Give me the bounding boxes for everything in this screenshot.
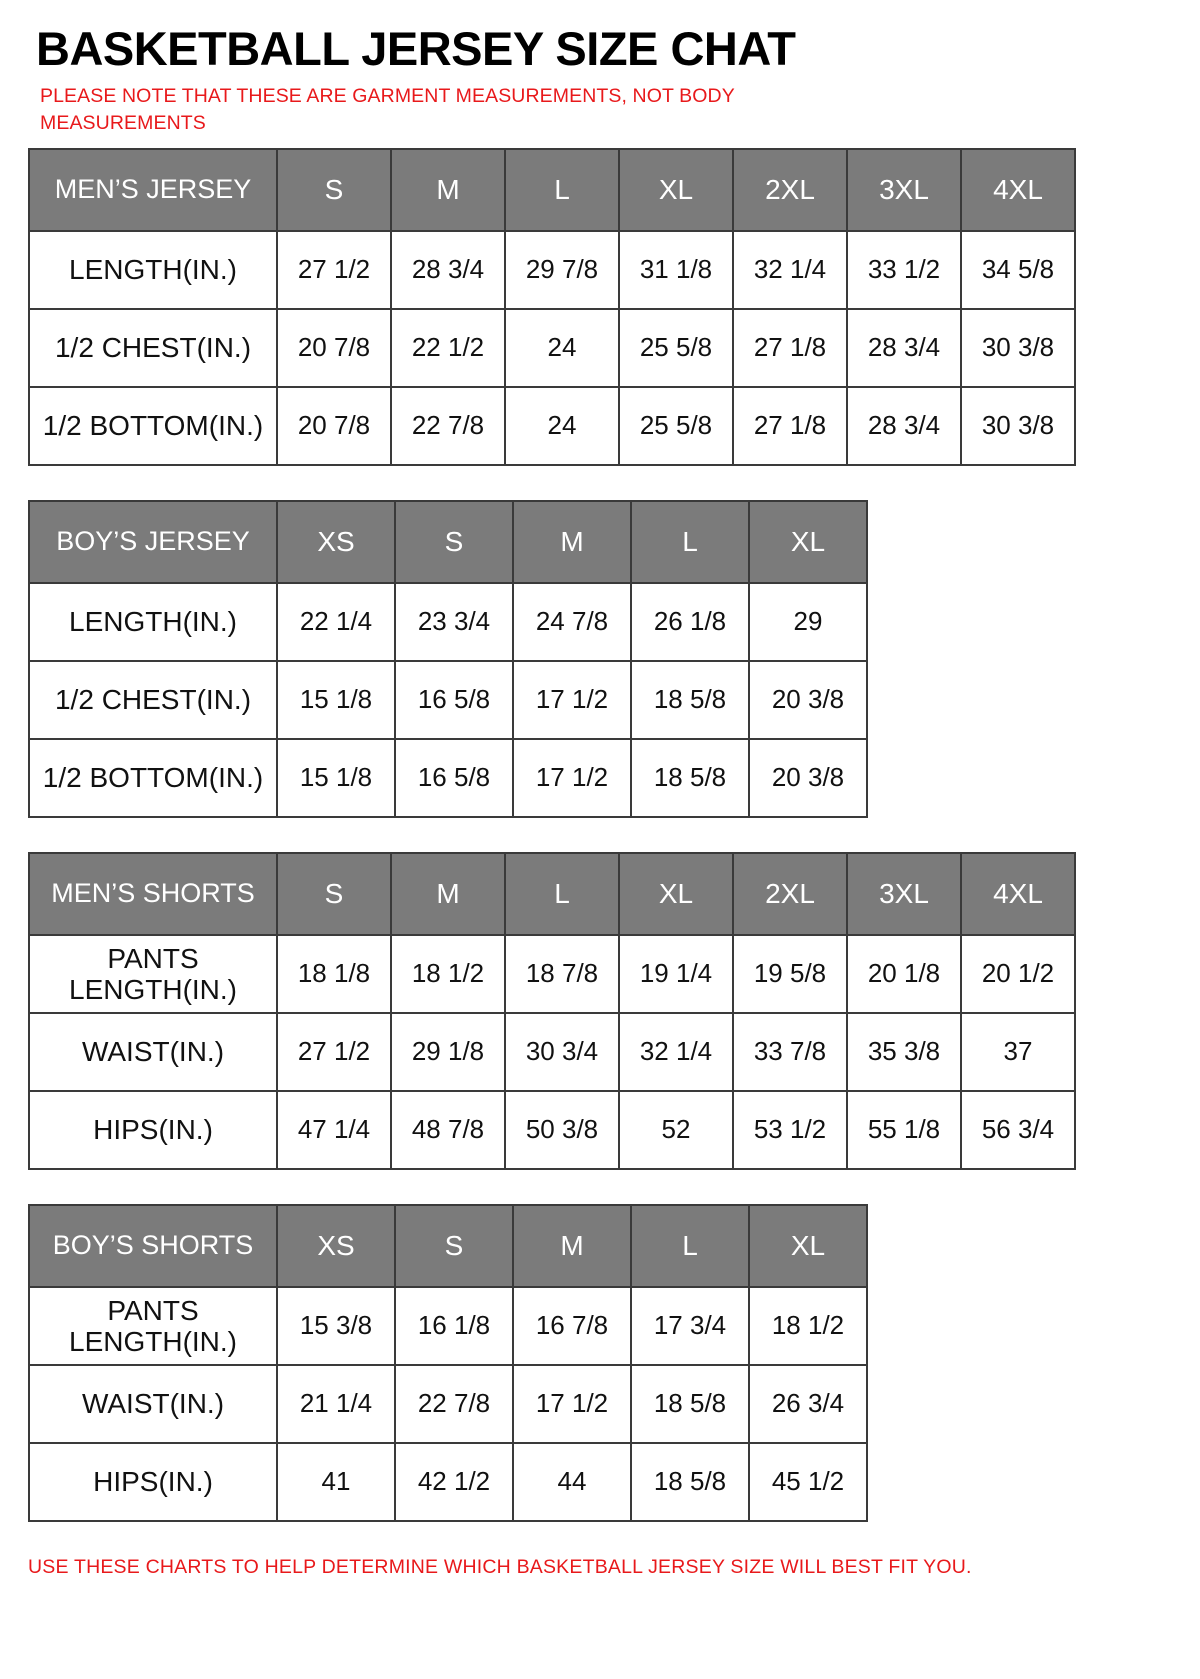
- table-cell: 41: [277, 1443, 395, 1521]
- table-row: [29, 935, 1075, 1013]
- table-row: [29, 309, 1075, 387]
- row-label: 1/2 BOTTOM(IN.): [29, 387, 277, 465]
- table-cell: 24: [505, 309, 619, 387]
- row-label: WAIST(IN.): [29, 1365, 277, 1443]
- column-header-size: XS: [277, 1205, 395, 1287]
- row-label: LENGTH(IN.): [29, 231, 277, 309]
- column-header-size: M: [391, 149, 505, 231]
- table-row: [29, 1287, 867, 1365]
- column-header-size: 2XL: [733, 149, 847, 231]
- table-boys-shorts: [28, 1204, 868, 1522]
- table-cell: 16 5/8: [395, 661, 513, 739]
- column-header-size: XL: [619, 149, 733, 231]
- table-cell: 45 1/2: [749, 1443, 867, 1521]
- column-header-size: XL: [749, 501, 867, 583]
- table-cell: 18 1/8: [277, 935, 391, 1013]
- table-cell: 28 3/4: [391, 231, 505, 309]
- table-cell: 25 5/8: [619, 309, 733, 387]
- table-mens-jersey: [28, 148, 1076, 466]
- table-cell: 27 1/8: [733, 387, 847, 465]
- table-cell: 16 5/8: [395, 739, 513, 817]
- table-corner-label: BOY’S JERSEY: [29, 501, 277, 583]
- column-header-size: 4XL: [961, 853, 1075, 935]
- column-header-size: 2XL: [733, 853, 847, 935]
- table-cell: 24 7/8: [513, 583, 631, 661]
- table-cell: 27 1/2: [277, 231, 391, 309]
- table-cell: 16 7/8: [513, 1287, 631, 1365]
- column-header-size: S: [395, 1205, 513, 1287]
- table-cell: 23 3/4: [395, 583, 513, 661]
- row-label-line2: LENGTH(IN.): [69, 1325, 237, 1357]
- table-cell: 20 7/8: [277, 309, 391, 387]
- table-cell: 20 3/8: [749, 661, 867, 739]
- table-cell: 20 1/8: [847, 935, 961, 1013]
- column-header-size: L: [505, 853, 619, 935]
- table-row: [29, 661, 867, 739]
- table-row: [29, 1013, 1075, 1091]
- table-cell: 18 5/8: [631, 1443, 749, 1521]
- table-cell: 29: [749, 583, 867, 661]
- table-cell: 15 1/8: [277, 661, 395, 739]
- row-label: LENGTH(IN.): [29, 583, 277, 661]
- table-cell: 30 3/8: [961, 387, 1075, 465]
- table-cell: 37: [961, 1013, 1075, 1091]
- row-label: 1/2 CHEST(IN.): [29, 661, 277, 739]
- table-cell: 21 1/4: [277, 1365, 395, 1443]
- table-cell: 22 1/2: [391, 309, 505, 387]
- table-boys-jersey: [28, 500, 868, 818]
- table-cell: 25 5/8: [619, 387, 733, 465]
- column-header-size: S: [277, 853, 391, 935]
- table-cell: 48 7/8: [391, 1091, 505, 1169]
- table-cell: 22 7/8: [395, 1365, 513, 1443]
- table-cell: 29 7/8: [505, 231, 619, 309]
- table-cell: 18 5/8: [631, 1365, 749, 1443]
- column-header-size: M: [513, 1205, 631, 1287]
- table-header-row: [29, 853, 1075, 935]
- table-cell: 20 7/8: [277, 387, 391, 465]
- table-cell: 53 1/2: [733, 1091, 847, 1169]
- table-cell: 22 1/4: [277, 583, 395, 661]
- column-header-size: L: [631, 501, 749, 583]
- table-cell: 47 1/4: [277, 1091, 391, 1169]
- table-row: [29, 1091, 1075, 1169]
- table-row: [29, 1365, 867, 1443]
- column-header-size: 4XL: [961, 149, 1075, 231]
- table-cell: 18 1/2: [749, 1287, 867, 1365]
- table-cell: 50 3/8: [505, 1091, 619, 1169]
- row-label: [29, 935, 277, 1013]
- table-cell: 15 1/8: [277, 739, 395, 817]
- table-corner-label: MEN’S JERSEY: [29, 149, 277, 231]
- column-header-size: S: [395, 501, 513, 583]
- table-cell: 20 3/8: [749, 739, 867, 817]
- table-cell: 34 5/8: [961, 231, 1075, 309]
- table-cell: 19 1/4: [619, 935, 733, 1013]
- column-header-size: L: [505, 149, 619, 231]
- column-header-size: 3XL: [847, 149, 961, 231]
- table-corner-label: MEN’S SHORTS: [29, 853, 277, 935]
- table-cell: 42 1/2: [395, 1443, 513, 1521]
- column-header-size: M: [391, 853, 505, 935]
- row-label-line2: LENGTH(IN.): [69, 973, 237, 1005]
- table-cell: 26 3/4: [749, 1365, 867, 1443]
- row-label: 1/2 CHEST(IN.): [29, 309, 277, 387]
- table-cell: 27 1/8: [733, 309, 847, 387]
- table-corner-label: BOY’S SHORTS: [29, 1205, 277, 1287]
- column-header-size: XL: [749, 1205, 867, 1287]
- table-cell: 20 1/2: [961, 935, 1075, 1013]
- measurement-note: PLEASE NOTE THAT THESE ARE GARMENT MEASUREMENTS, NOT BODY MEASUREMENTS: [40, 85, 735, 134]
- table-cell: 18 5/8: [631, 661, 749, 739]
- row-label: [29, 1287, 277, 1365]
- table-cell: 33 1/2: [847, 231, 961, 309]
- column-header-size: 3XL: [847, 853, 961, 935]
- row-label-line1: PANTS: [107, 942, 199, 974]
- column-header-size: M: [513, 501, 631, 583]
- table-cell: 31 1/8: [619, 231, 733, 309]
- table-cell: 17 1/2: [513, 1365, 631, 1443]
- table-cell: 18 5/8: [631, 739, 749, 817]
- table-cell: 44: [513, 1443, 631, 1521]
- table-row: [29, 583, 867, 661]
- table-cell: 19 5/8: [733, 935, 847, 1013]
- table-cell: 22 7/8: [391, 387, 505, 465]
- table-cell: 32 1/4: [619, 1013, 733, 1091]
- table-cell: 26 1/8: [631, 583, 749, 661]
- column-header-size: XS: [277, 501, 395, 583]
- row-label: 1/2 BOTTOM(IN.): [29, 739, 277, 817]
- table-cell: 55 1/8: [847, 1091, 961, 1169]
- table-cell: 17 1/2: [513, 661, 631, 739]
- table-cell: 17 1/2: [513, 739, 631, 817]
- table-cell: 35 3/8: [847, 1013, 961, 1091]
- column-header-size: S: [277, 149, 391, 231]
- table-cell: 29 1/8: [391, 1013, 505, 1091]
- column-header-size: XL: [619, 853, 733, 935]
- table-cell: 28 3/4: [847, 387, 961, 465]
- table-cell: 17 3/4: [631, 1287, 749, 1365]
- table-row: [29, 387, 1075, 465]
- table-cell: 18 7/8: [505, 935, 619, 1013]
- table-header-row: [29, 501, 867, 583]
- table-cell: 52: [619, 1091, 733, 1169]
- table-header-row: [29, 149, 1075, 231]
- table-cell: 33 7/8: [733, 1013, 847, 1091]
- table-cell: 32 1/4: [733, 231, 847, 309]
- table-cell: 56 3/4: [961, 1091, 1075, 1169]
- row-label: HIPS(IN.): [29, 1443, 277, 1521]
- table-header-row: [29, 1205, 867, 1287]
- row-label: WAIST(IN.): [29, 1013, 277, 1091]
- table-cell: 16 1/8: [395, 1287, 513, 1365]
- table-row: [29, 1443, 867, 1521]
- column-header-size: L: [631, 1205, 749, 1287]
- table-mens-shorts: [28, 852, 1076, 1170]
- table-cell: 28 3/4: [847, 309, 961, 387]
- table-row: [29, 231, 1075, 309]
- row-label-line1: PANTS: [107, 1294, 199, 1326]
- table-cell: 18 1/2: [391, 935, 505, 1013]
- row-label: HIPS(IN.): [29, 1091, 277, 1169]
- table-cell: 15 3/8: [277, 1287, 395, 1365]
- table-cell: 30 3/4: [505, 1013, 619, 1091]
- page-title: BASKETBALL JERSEY SIZE CHAT: [36, 22, 796, 75]
- table-cell: 24: [505, 387, 619, 465]
- table-row: [29, 739, 867, 817]
- table-cell: 30 3/8: [961, 309, 1075, 387]
- table-cell: 27 1/2: [277, 1013, 391, 1091]
- footer-note: USE THESE CHARTS TO HELP DETERMINE WHICH BASKETBALL JERSEY SIZE WILL BEST FIT YOU.: [28, 1555, 972, 1578]
